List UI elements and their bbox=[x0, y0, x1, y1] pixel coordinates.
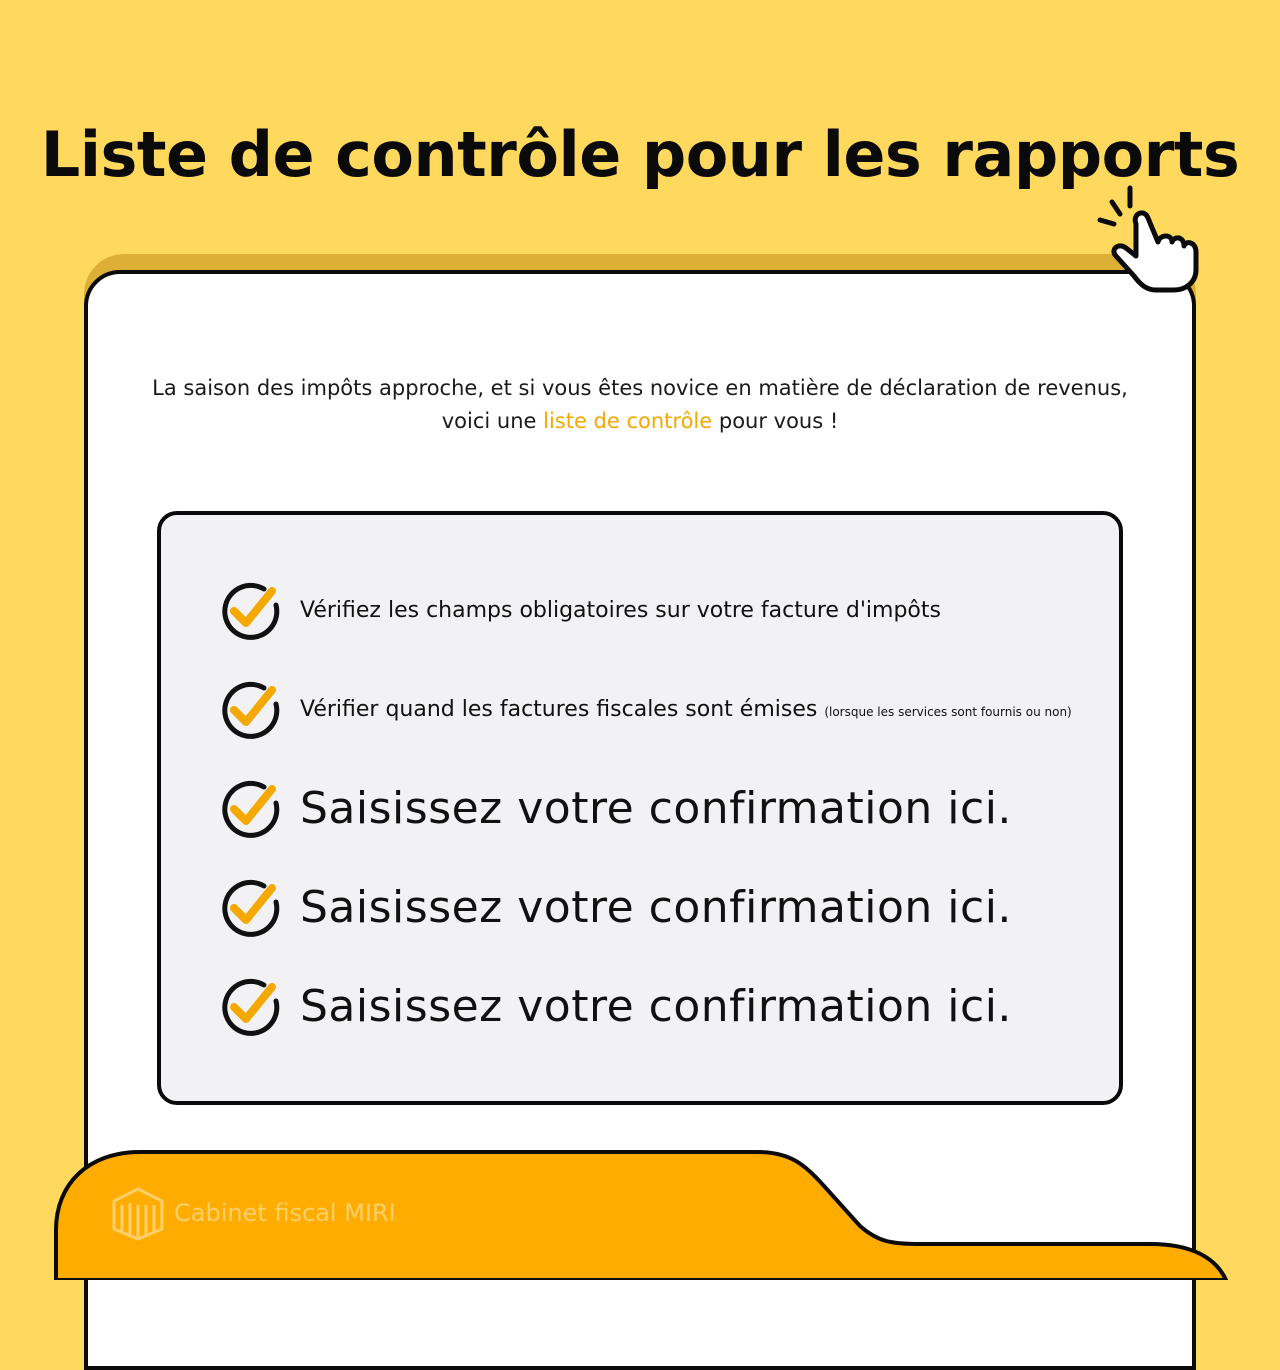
checklist-item bbox=[220, 578, 1120, 642]
check-circle-icon bbox=[220, 777, 282, 839]
checklist-item-label: Saisissez votre confirmation ici. bbox=[300, 881, 1012, 933]
logo-icon bbox=[110, 1185, 166, 1241]
intro-highlight: liste de contrôle bbox=[543, 409, 713, 433]
intro-line-2: voici une liste de contrôle pour vous ! bbox=[441, 409, 839, 433]
checklist-item bbox=[220, 974, 1120, 1038]
pointing-hand-icon bbox=[1092, 184, 1204, 296]
checklist-item-label: Saisissez votre confirmation ici. bbox=[300, 782, 1012, 834]
checklist-item bbox=[220, 677, 1120, 741]
intro-text bbox=[120, 372, 1160, 438]
checklist-item-label: Saisissez votre confirmation ici. bbox=[300, 980, 1012, 1032]
checklist-item bbox=[220, 875, 1120, 939]
brand bbox=[110, 1185, 396, 1241]
checklist-item-note: (lorsque les services sont fournis ou non) bbox=[824, 704, 1072, 719]
page-title: Liste de contrôle pour les rapports bbox=[40, 118, 1240, 191]
checklist-item-label: Vérifier quand les factures fiscales sont émises (lorsque les services sont fournis ou non) bbox=[300, 696, 1072, 722]
check-circle-icon bbox=[220, 579, 282, 641]
checklist-item bbox=[220, 776, 1120, 840]
brand-name: Cabinet fiscal MIRI bbox=[174, 1199, 396, 1227]
check-circle-icon bbox=[220, 876, 282, 938]
check-circle-icon bbox=[220, 678, 282, 740]
checklist-item-label: Vérifiez les champs obligatoires sur votre facture d'impôts bbox=[300, 597, 941, 623]
intro-line-1: La saison des impôts approche, et si vous êtes novice en matière de déclaration de revenus, bbox=[152, 376, 1128, 400]
check-circle-icon bbox=[220, 975, 282, 1037]
